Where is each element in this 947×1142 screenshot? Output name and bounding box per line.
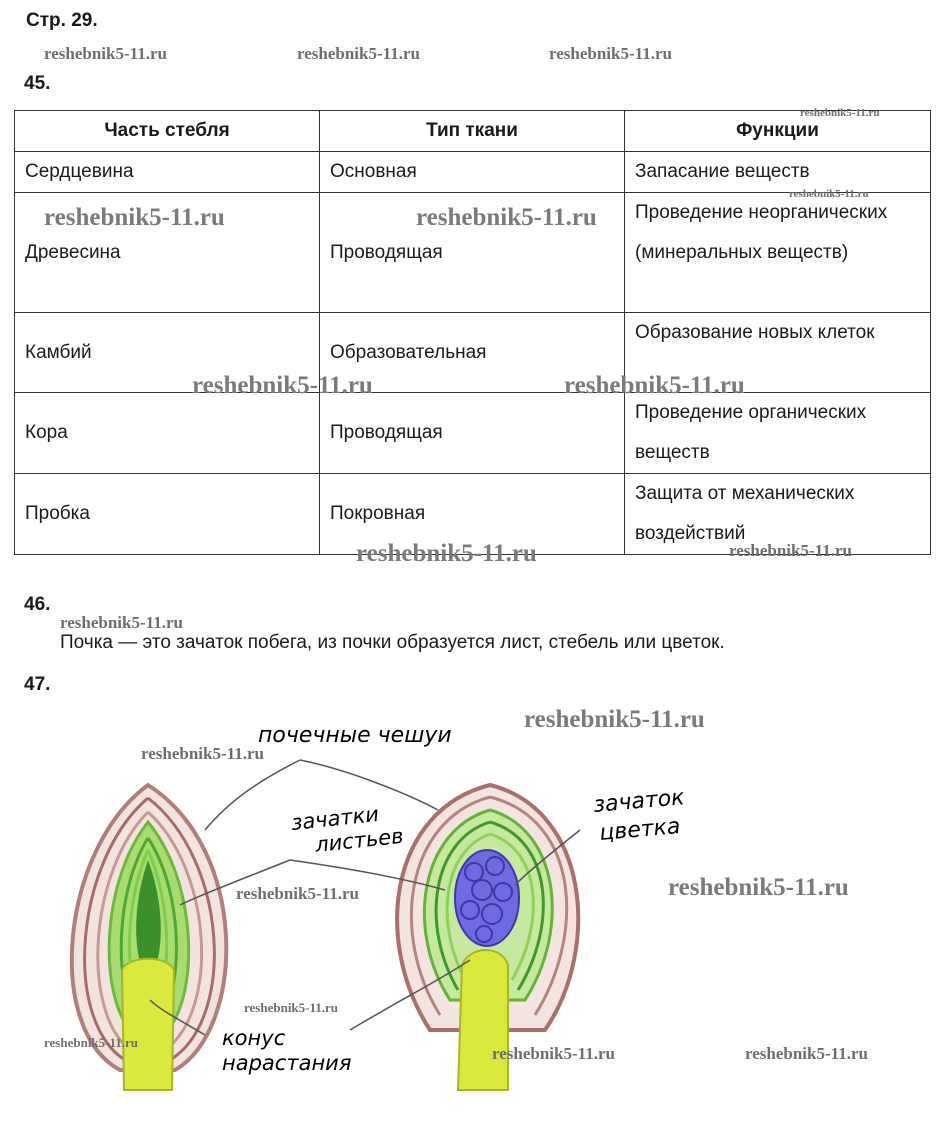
watermark: reshebnik5-11.ru xyxy=(800,107,880,119)
watermark: reshebnik5-11.ru xyxy=(244,1000,339,1015)
cell-function: Проведение неорганических (минеральных веществ) xyxy=(625,193,931,313)
table-row xyxy=(15,393,931,474)
label-scales: почечные чешуи xyxy=(258,723,452,748)
watermark: reshebnik5-11.ru xyxy=(44,1035,139,1050)
label-cone-1: конус xyxy=(222,1026,286,1050)
watermark: reshebnik5-11.ru xyxy=(729,541,852,560)
watermark: reshebnik5-11.ru xyxy=(416,204,597,231)
watermark: reshebnik5-11.ru xyxy=(789,188,869,200)
watermark: reshebnik5-11.ru xyxy=(356,540,537,567)
cell-tissue: Образовательная xyxy=(320,313,625,393)
task46-number: 46. xyxy=(24,594,51,615)
cell-function: Образование новых клеток xyxy=(625,313,931,393)
cell-function: Запасание веществ xyxy=(625,152,931,193)
tissue-table xyxy=(14,110,931,555)
watermark: reshebnik5-11.ru xyxy=(745,1044,868,1063)
cell-part: Пробка xyxy=(15,474,320,555)
header-tissue: Тип ткани xyxy=(320,111,625,152)
cell-part: Камбий xyxy=(15,313,320,393)
cell-tissue: Проводящая xyxy=(320,193,625,313)
label-cone-2: нарастания xyxy=(222,1051,352,1075)
stem xyxy=(458,950,508,1090)
watermark: reshebnik5-11.ru xyxy=(668,874,849,901)
watermark: reshebnik5-11.ru xyxy=(236,884,359,903)
watermark: reshebnik5-11.ru xyxy=(297,44,420,63)
watermark: reshebnik5-11.ru xyxy=(192,372,373,399)
cell-part: Древесина xyxy=(15,193,320,313)
watermark: reshebnik5-11.ru xyxy=(492,1044,615,1063)
cell-tissue: Проводящая xyxy=(320,393,625,474)
watermark: reshebnik5-11.ru xyxy=(141,744,264,763)
cell-tissue: Основная xyxy=(320,152,625,193)
task45-number: 45. xyxy=(24,73,51,94)
header-function: Функции xyxy=(625,111,931,152)
pointer-line xyxy=(205,760,300,830)
table-row xyxy=(15,152,931,193)
task47-number: 47. xyxy=(24,674,51,695)
watermark: reshebnik5-11.ru xyxy=(564,372,745,399)
header-part: Часть стебля xyxy=(15,111,320,152)
label-flower-bud-2: цветка xyxy=(598,814,682,846)
table-row xyxy=(15,313,931,393)
cell-tissue: Покровная xyxy=(320,474,625,555)
stem xyxy=(122,959,174,1090)
cell-part: Сердцевина xyxy=(15,152,320,193)
table-header-row xyxy=(15,111,931,152)
watermark: reshebnik5-11.ru xyxy=(60,613,183,632)
watermark: reshebnik5-11.ru xyxy=(524,706,705,733)
cell-function: Проведение органических веществ xyxy=(625,393,931,474)
label-leaf-buds-2: листьев xyxy=(314,823,405,857)
watermark: reshebnik5-11.ru xyxy=(44,204,225,231)
page-label: Стр. 29. xyxy=(26,10,98,31)
task46-answer: Почка — это зачаток побега, из почки образуется лист, стебель или цветок. xyxy=(60,632,725,653)
bud-drawing xyxy=(0,700,947,1142)
watermark: reshebnik5-11.ru xyxy=(549,44,672,63)
label-flower-bud-1: зачаток xyxy=(592,785,686,818)
cell-function: Защита от механических воздействий xyxy=(625,474,931,555)
label-leaf-buds-1: зачатки xyxy=(290,801,380,835)
watermark: reshebnik5-11.ru xyxy=(44,44,167,63)
cell-part: Кора xyxy=(15,393,320,474)
